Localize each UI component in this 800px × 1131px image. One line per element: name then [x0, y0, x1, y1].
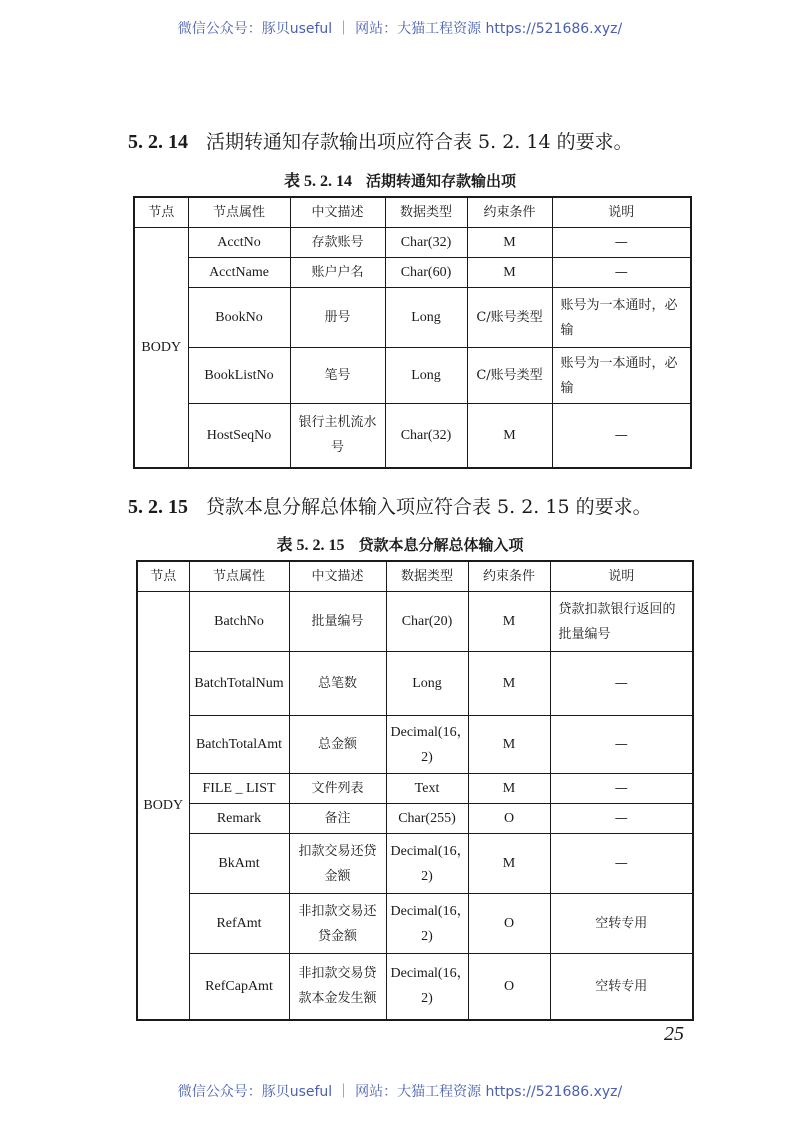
desc-cell: 笔号 — [290, 348, 385, 404]
table-row — [137, 804, 693, 834]
attr-cell: AcctName — [188, 258, 290, 288]
table-caption-number: 表 5. 2. 15 — [276, 537, 345, 554]
constraint-cell: M — [467, 258, 552, 288]
table-row — [137, 774, 693, 804]
desc-cell: 账户户名 — [290, 258, 385, 288]
attr-cell: HostSeqNo — [188, 404, 290, 468]
table-row — [137, 834, 693, 894]
attr-cell: BatchNo — [189, 592, 289, 652]
input-table-5-2-15 — [136, 560, 694, 1021]
header-attr: 节点属性 — [189, 561, 289, 592]
constraint-cell: M — [468, 652, 550, 716]
header-attr: 节点属性 — [188, 197, 290, 228]
desc-cell: 文件列表 — [289, 774, 386, 804]
table-caption-title: 贷款本息分解总体输入项 — [358, 536, 524, 554]
type-cell: Char(32) — [385, 404, 467, 468]
table-caption-number: 表 5. 2. 14 — [283, 173, 352, 190]
table-caption — [0, 532, 800, 555]
constraint-cell: O — [468, 894, 550, 954]
header-type: 数据类型 — [386, 561, 468, 592]
type-cell: Decimal(16，2) — [386, 954, 468, 1020]
note-cell: — — [552, 228, 691, 258]
table-row — [134, 348, 691, 404]
desc-cell: 批量编号 — [289, 592, 386, 652]
desc-cell: 册号 — [290, 288, 385, 348]
header-constraint: 约束条件 — [467, 197, 552, 228]
node-cell: BODY — [137, 592, 189, 1020]
table-caption — [0, 168, 800, 191]
attr-cell: RefCapAmt — [189, 954, 289, 1020]
type-cell: Decimal(16，2) — [386, 716, 468, 774]
section-number: 5. 2. 15 — [128, 496, 188, 518]
section-title: 活期转通知存款输出项应符合表 5. 2. 14 的要求。 — [206, 131, 633, 153]
table-header-row — [137, 561, 693, 592]
note-cell: — — [552, 258, 691, 288]
section-title: 贷款本息分解总体输入项应符合表 5. 2. 15 的要求。 — [206, 496, 652, 518]
section-heading — [128, 492, 652, 519]
attr-cell: BkAmt — [189, 834, 289, 894]
table-row — [137, 954, 693, 1020]
attr-cell: BatchTotalNum — [189, 652, 289, 716]
type-cell: Long — [386, 652, 468, 716]
type-cell: Char(32) — [385, 228, 467, 258]
constraint-cell: O — [468, 804, 550, 834]
type-cell: Text — [386, 774, 468, 804]
watermark-bottom: 微信公众号：豚贝useful ｜ 网站：大猫工程资源 https://521686.xyz/ — [177, 1084, 623, 1100]
type-cell: Long — [385, 348, 467, 404]
desc-cell: 备注 — [289, 804, 386, 834]
constraint-cell: M — [467, 404, 552, 468]
note-cell: 空转专用 — [550, 894, 693, 954]
note-cell: — — [550, 716, 693, 774]
note-cell: 空转专用 — [550, 954, 693, 1020]
note-cell: — — [550, 804, 693, 834]
watermark-top: 微信公众号：豚贝useful ｜ 网站：大猫工程资源 https://521686.xyz/ — [177, 21, 623, 37]
header-constraint: 约束条件 — [468, 561, 550, 592]
constraint-cell: M — [468, 834, 550, 894]
attr-cell: BatchTotalAmt — [189, 716, 289, 774]
header-note: 说明 — [550, 561, 693, 592]
type-cell: Decimal(16，2) — [386, 834, 468, 894]
note-cell: — — [550, 652, 693, 716]
desc-cell: 总金额 — [289, 716, 386, 774]
note-cell: 贷款扣款银行返回的批量编号 — [550, 592, 693, 652]
constraint-cell: M — [467, 228, 552, 258]
constraint-cell: M — [468, 774, 550, 804]
attr-cell: BookListNo — [188, 348, 290, 404]
header-note: 说明 — [552, 197, 691, 228]
desc-cell: 总笔数 — [289, 652, 386, 716]
table-row — [134, 404, 691, 468]
page-number: 25 — [664, 1023, 684, 1045]
section-heading — [128, 127, 633, 154]
header-node: 节点 — [137, 561, 189, 592]
constraint-cell: C/账号类型 — [467, 288, 552, 348]
note-cell: — — [550, 834, 693, 894]
note-cell: 账号为一本通时，必输 — [552, 288, 691, 348]
attr-cell: Remark — [189, 804, 289, 834]
desc-cell: 非扣款交易贷款本金发生额 — [289, 954, 386, 1020]
type-cell: Char(255) — [386, 804, 468, 834]
table-row — [137, 592, 693, 652]
desc-cell: 存款账号 — [290, 228, 385, 258]
header-desc: 中文描述 — [290, 197, 385, 228]
constraint-cell: O — [468, 954, 550, 1020]
node-cell: BODY — [134, 228, 188, 468]
table-row — [137, 894, 693, 954]
type-cell: Char(60) — [385, 258, 467, 288]
attr-cell: AcctNo — [188, 228, 290, 258]
constraint-cell: C/账号类型 — [467, 348, 552, 404]
type-cell: Decimal(16，2) — [386, 894, 468, 954]
type-cell: Long — [385, 288, 467, 348]
table-caption-title: 活期转通知存款输出项 — [366, 172, 517, 190]
output-table-5-2-14 — [133, 196, 692, 469]
note-cell: — — [552, 404, 691, 468]
note-cell: — — [550, 774, 693, 804]
table-header-row — [134, 197, 691, 228]
constraint-cell: M — [468, 592, 550, 652]
table-row — [137, 652, 693, 716]
table-row — [134, 288, 691, 348]
table-row — [134, 258, 691, 288]
table-row — [137, 716, 693, 774]
attr-cell: BookNo — [188, 288, 290, 348]
desc-cell: 银行主机流水号 — [290, 404, 385, 468]
desc-cell: 非扣款交易还贷金额 — [289, 894, 386, 954]
constraint-cell: M — [468, 716, 550, 774]
note-cell: 账号为一本通时，必输 — [552, 348, 691, 404]
header-type: 数据类型 — [385, 197, 467, 228]
desc-cell: 扣款交易还贷金额 — [289, 834, 386, 894]
attr-cell: FILE _ LIST — [189, 774, 289, 804]
table-row — [134, 228, 691, 258]
type-cell: Char(20) — [386, 592, 468, 652]
header-desc: 中文描述 — [289, 561, 386, 592]
attr-cell: RefAmt — [189, 894, 289, 954]
section-number: 5. 2. 14 — [128, 131, 188, 153]
header-node: 节点 — [134, 197, 188, 228]
